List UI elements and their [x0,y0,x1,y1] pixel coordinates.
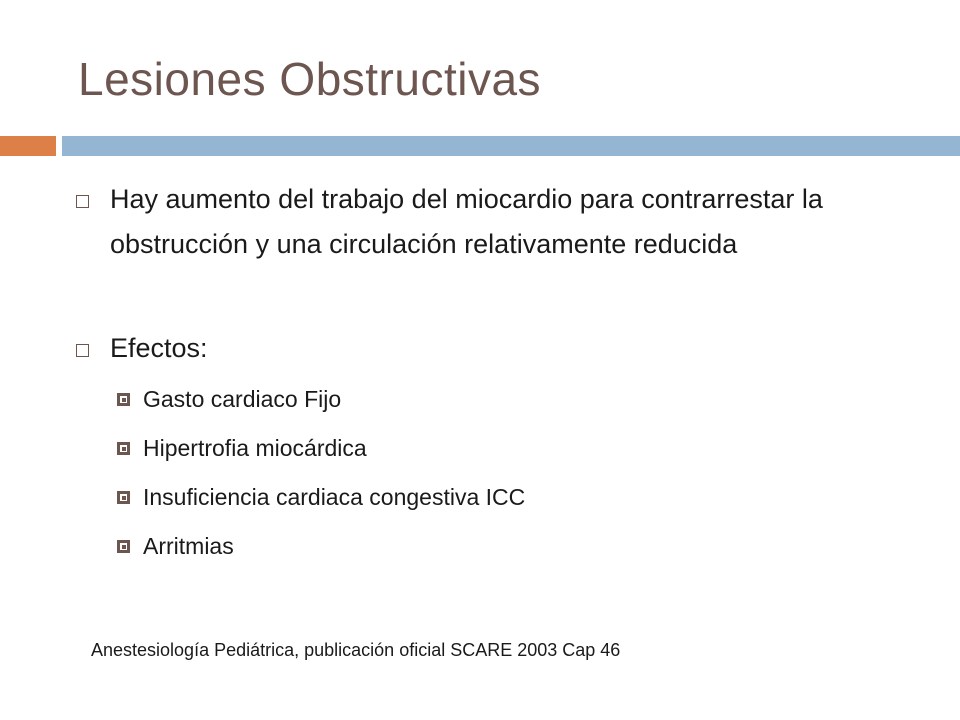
square-bullet-icon [76,195,89,208]
bullet-text: Hay aumento del trabajo del miocardio para contrarrestar la obstrucción y una circulación relativamente reducida [110,184,823,259]
bullet-text: Efectos: [110,333,208,363]
title-underline-bar [62,136,960,156]
sub-bullet-text: Arritmias [143,533,234,559]
sub-bullet-icon [117,491,130,504]
sub-bullet-text: Gasto cardiaco Fijo [143,386,342,412]
sub-bullet-icon [117,540,130,553]
square-bullet-icon [76,344,89,357]
sub-bullet-text: Hipertrofia miocárdica [143,435,367,461]
sub-bullet-icon [117,393,130,406]
slide-title: Lesiones Obstructivas [78,53,542,105]
accent-bar [0,136,56,156]
sub-bullet-icon [117,442,130,455]
sub-bullet-text: Insuficiencia cardiaca congestiva ICC [143,484,526,510]
reference-citation: Anestesiología Pediátrica, publicación oficial SCARE 2003 Cap 46 [91,640,621,660]
